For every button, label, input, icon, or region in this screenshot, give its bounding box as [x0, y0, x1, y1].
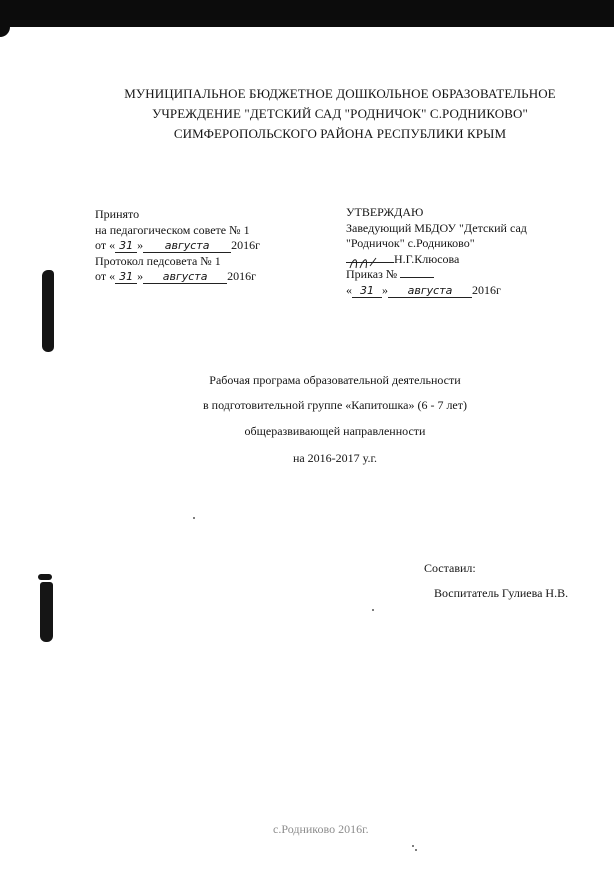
scan-corner — [0, 27, 10, 37]
order-number-blank — [400, 277, 434, 278]
approved-block — [346, 205, 527, 298]
header-line-1: МУНИЦИПАЛЬНОЕ БЮДЖЕТНОЕ ДОШКОЛЬНОЕ ОБРАЗОВАТЕЛЬНОЕ — [124, 86, 556, 101]
approved-order: Приказ № — [346, 267, 527, 283]
accepted-month: августа — [143, 240, 231, 253]
header-line-2: УЧРЕЖДЕНИЕ "ДЕТСКИЙ САД "РОДНИЧОК" С.РОДНИКОВО" — [152, 106, 528, 121]
program-title-line-3: общеразвивающей направленности — [244, 424, 426, 438]
approved-date: « 31 » августа 2016г — [346, 282, 501, 297]
signature — [346, 262, 394, 263]
accepted-title: Принято — [95, 207, 140, 221]
compiled-label: Составил: — [424, 561, 476, 575]
protocol-month: августа — [143, 271, 227, 284]
header-line-3: СИМФЕРОПОЛЬСКОГО РАЙОНА РЕСПУБЛИКИ КРЫМ — [173, 126, 507, 141]
approved-title: УТВЕРЖДАЮ — [346, 205, 424, 219]
approved-day: 31 — [352, 285, 382, 298]
scan-speck — [193, 517, 195, 519]
institution-header — [60, 84, 614, 144]
scan-binding-mark-bottom — [40, 582, 53, 642]
program-title-line-4: на 2016-2017 у.г. — [292, 451, 378, 465]
accepted-protocol: Протокол педсовета № 1 — [95, 253, 221, 268]
scan-binding-notch — [38, 574, 52, 580]
approved-head-line-2: "Родничок" с.Родниково" — [346, 236, 475, 250]
scan-speck — [415, 849, 417, 851]
signer-name: Н.Г.Клюсова — [394, 251, 460, 266]
approved-month: августа — [388, 285, 472, 298]
compiled-author: Воспитатель Гулиева Н.В. — [434, 586, 569, 600]
approved-head-line-1: Заведующий МБДОУ "Детский сад — [346, 220, 527, 235]
program-title-line-1: Рабочая програма образовательной деятельности — [209, 373, 461, 387]
scan-binding-mark-top — [42, 270, 54, 352]
scan-speck — [412, 845, 414, 847]
accepted-council: на педагогическом совете № 1 — [95, 222, 250, 237]
protocol-date: от « 31 » августа 2016г — [95, 269, 257, 283]
program-title-line-2: в подготовительной группе «Капитошка» (6 - 7 лет) — [203, 398, 467, 412]
approved-signer-line — [346, 252, 527, 268]
accepted-day: 31 — [115, 240, 137, 253]
protocol-day: 31 — [115, 271, 137, 284]
scan-top-edge — [0, 0, 614, 27]
accepted-block — [95, 207, 260, 285]
place-year: с.Родниково 2016г. — [273, 822, 369, 836]
signature-scribble — [346, 256, 394, 270]
accepted-date: от « 31 » августа 2016г — [95, 238, 261, 252]
scan-speck — [372, 609, 374, 611]
